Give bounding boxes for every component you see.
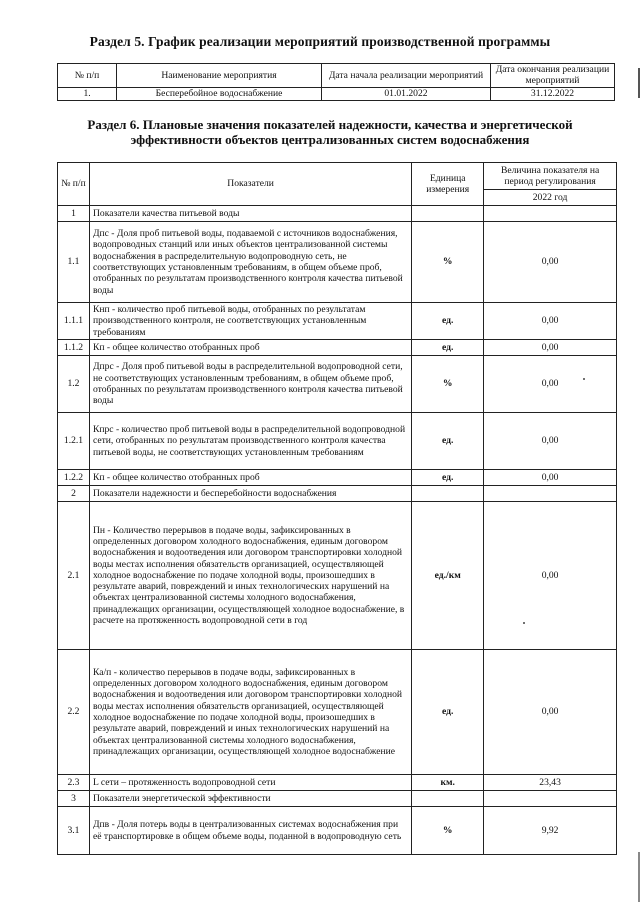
header-value: Величина показателя на период регулирования <box>484 163 617 190</box>
cell-unit: ед. <box>412 340 484 356</box>
section6-title: Раздел 6. Плановые значения показателей надежности, качества и энергетической эффективности объектов централизованных систем водоснабжения <box>87 117 573 147</box>
header-unit: Единица измерения <box>412 163 484 206</box>
section6-table <box>57 162 617 855</box>
cell-num: 2.2 <box>58 650 90 775</box>
header-cell: Наименование мероприятия <box>117 64 322 88</box>
cell-unit: % <box>412 356 484 413</box>
header-num: № п/п <box>58 163 90 206</box>
table-row <box>58 222 617 303</box>
cell-unit: % <box>412 222 484 303</box>
table-header-row <box>58 64 615 88</box>
cell-num: 3.1 <box>58 807 90 855</box>
cell-value: 0,00 <box>484 303 617 340</box>
cell-value: 0,00 <box>484 356 617 413</box>
cell-value <box>484 791 617 807</box>
table-row <box>58 502 617 650</box>
cell-indicator: Пн - Количество перерывов в подаче воды, зафиксированных в определенных договором холодного водоснабжения, единым договором водоснабжения и водоотведения или договором транспортировки холодной воды местах исполнения обязательств организацией, осуществляющей холодное водоснабжение по подаче холодной воды, произошедших в результате аварий, повреждений и иных технологических нарушений на объектах централизованной системы холодного водоснабжения, принадлежащих организации, осуществляющей холодное водоснабжение, в расчете на протяженность водопроводной сети в год <box>89 502 411 650</box>
cell-unit: % <box>412 807 484 855</box>
cell-indicator: Кпрс - количество проб питьевой воды в распределительной водопроводной сети, отобранных по результатам производственного контроля качества питьевой воды, не соответствующих установленным требованиям <box>89 413 411 470</box>
cell-unit: ед. <box>412 303 484 340</box>
cell-num: 1.2 <box>58 356 90 413</box>
table-row <box>58 650 617 775</box>
cell-num: 2.3 <box>58 775 90 791</box>
cell-end-date: 31.12.2022 <box>490 87 614 100</box>
cell-indicator: Кп - общее количество отобранных проб <box>89 340 411 356</box>
cell-num: 1.1.1 <box>58 303 90 340</box>
table-row <box>58 356 617 413</box>
cell-indicator: Кнп - количество проб питьевой воды, отобранных по результатам производственного контроля, не соответствующих установленным требованиям <box>89 303 411 340</box>
cell-value: 0,00 <box>484 413 617 470</box>
cell-unit <box>412 791 484 807</box>
table-header-row <box>58 163 617 190</box>
cell-num: 1.1 <box>58 222 90 303</box>
cell-event: Бесперебойное водоснабжение <box>117 87 322 100</box>
header-year: 2022 год <box>484 190 617 206</box>
cell-indicator: Кп - общее количество отобранных проб <box>89 470 411 486</box>
section-row <box>58 206 617 222</box>
cell-value: 0,00 <box>484 470 617 486</box>
header-cell: № п/п <box>58 64 117 88</box>
section-row <box>58 486 617 502</box>
cell-indicator: Показатели качества питьевой воды <box>89 206 411 222</box>
cell-value: 23,43 <box>484 775 617 791</box>
cell-indicator: Дпв - Доля потерь воды в централизованных системах водоснабжения при её транспортировке в общем объеме воды, поданной в водопроводную сеть <box>89 807 411 855</box>
table-row <box>58 470 617 486</box>
section-row <box>58 791 617 807</box>
table-row <box>58 87 615 100</box>
cell-indicator: Ка/п - количество перерывов в подаче воды, зафиксированных в определенных договором холодного водоснабжения, единым договором водоснабжения и водоотведения или договором транспортировки холодной воды местах исполнения обязательств организацией, осуществляющей холодное водоснабжение по подаче холодной воды, произошедших в результате аварий, повреждений и иных технологических нарушений на объектах централизованной системы холодного водоснабжения, принадлежащих организации, осуществляющей холодное водоснабжение <box>89 650 411 775</box>
cell-value <box>484 486 617 502</box>
cell-unit: ед. <box>412 650 484 775</box>
cell-unit <box>412 486 484 502</box>
scan-speck <box>523 622 525 624</box>
cell-indicator: Показатели энергетической эффективности <box>89 791 411 807</box>
header-indicator: Показатели <box>89 163 411 206</box>
cell-value: 0,00 <box>484 650 617 775</box>
cell-unit: ед. <box>412 413 484 470</box>
cell-num: 2 <box>58 486 90 502</box>
cell-value: 0,00 <box>484 340 617 356</box>
section5-title: Раздел 5. График реализации мероприятий производственной программы <box>89 34 551 49</box>
cell-num: 3 <box>58 791 90 807</box>
table-row <box>58 340 617 356</box>
cell-value: 9,92 <box>484 807 617 855</box>
table-row <box>58 413 617 470</box>
table-row <box>58 303 617 340</box>
cell-num: 1 <box>58 206 90 222</box>
cell-indicator: L сети – протяженность водопроводной сети <box>89 775 411 791</box>
cell-indicator: Дпрс - Доля проб питьевой воды в распределительной водопроводной сети, не соответствующих установленным требованиям, в общем объеме проб, отобранных по результатам производственного контроля качества питьевой воды <box>89 356 411 413</box>
cell-unit: ед. <box>412 470 484 486</box>
cell-num: 1. <box>58 87 117 100</box>
cell-value: 0,00 <box>484 222 617 303</box>
cell-start-date: 01.01.2022 <box>321 87 490 100</box>
header-cell: Дата начала реализации мероприятий <box>321 64 490 88</box>
cell-num: 1.2.2 <box>58 470 90 486</box>
cell-num: 1.1.2 <box>58 340 90 356</box>
scan-speck <box>583 378 585 380</box>
cell-unit: ед./км <box>412 502 484 650</box>
cell-indicator: Показатели надежности и бесперебойности водоснабжения <box>89 486 411 502</box>
cell-indicator: Дпс - Доля проб питьевой воды, подаваемой с источников водоснабжения, водопроводных станций или иных объектов централизованной системы водоснабжения в распределительную водопроводную сеть, не соответствующих установленным требованиям, в общем объеме проб, отобранных по результатам производственного контроля качества питьевой воды <box>89 222 411 303</box>
cell-value: 0,00 <box>484 502 617 650</box>
cell-unit: км. <box>412 775 484 791</box>
header-cell: Дата окончания реализации мероприятий <box>490 64 614 88</box>
section5-table <box>57 63 615 101</box>
cell-num: 1.2.1 <box>58 413 90 470</box>
cell-num: 2.1 <box>58 502 90 650</box>
cell-unit <box>412 206 484 222</box>
table-row <box>58 807 617 855</box>
cell-value <box>484 206 617 222</box>
table-row <box>58 775 617 791</box>
